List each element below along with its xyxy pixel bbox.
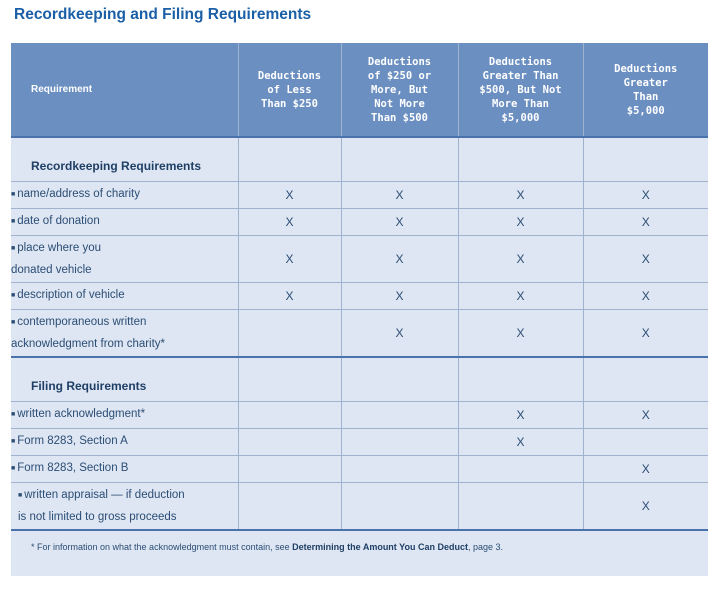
section-divider (11, 137, 708, 151)
empty-cell (458, 151, 583, 182)
table-row (11, 483, 708, 530)
divider-cell (583, 357, 708, 371)
requirement-item (11, 483, 238, 530)
table-row (11, 209, 708, 236)
table-row (11, 456, 708, 483)
empty-cell (238, 151, 341, 182)
requirement-text: name/address of charity (17, 188, 140, 200)
check-mark-cell: X (583, 182, 708, 209)
bullet-icon: ■ (11, 319, 16, 326)
check-mark-cell (583, 429, 708, 456)
header-line: Greater (623, 76, 668, 89)
check-mark-cell: X (238, 182, 341, 209)
check-mark-cell: X (458, 209, 583, 236)
check-mark-cell: X (458, 429, 583, 456)
header-line: More, But (371, 83, 428, 96)
header-row (11, 43, 708, 137)
table-row (11, 283, 708, 310)
table-row (11, 182, 708, 209)
check-mark-cell: X (341, 236, 458, 283)
requirement-text: description of vehicle (17, 289, 125, 301)
check-mark-cell: X (583, 483, 708, 530)
empty-cell (238, 371, 341, 402)
requirement-text: written appraisal — if deduction (24, 489, 185, 501)
table-row (11, 236, 708, 283)
column-header-1 (238, 43, 341, 137)
bullet-icon: ■ (11, 438, 16, 445)
requirement-text: Form 8283, Section B (17, 462, 129, 474)
header-line: Not More (374, 97, 425, 110)
section-divider (11, 357, 708, 371)
check-mark-cell: X (238, 283, 341, 310)
divider-cell (458, 137, 583, 151)
footnote-link-text: Determining the Amount You Can Deduct (292, 542, 468, 552)
requirement-text: is not limited to gross proceeds (18, 511, 177, 523)
footnote-suffix: , page 3. (467, 542, 504, 552)
requirement-item (11, 182, 238, 209)
requirement-item (11, 209, 238, 236)
header-line: of Less (267, 83, 312, 96)
check-mark-cell: X (583, 402, 708, 429)
requirement-item (11, 429, 238, 456)
bullet-icon: ■ (11, 465, 16, 472)
bullet-icon: ■ (11, 292, 16, 299)
section-title: Filing Requirements (31, 379, 147, 393)
requirement-item (11, 283, 238, 310)
requirement-text: donated vehicle (11, 264, 92, 276)
header-line: Greater Than (482, 69, 559, 82)
requirements-table (11, 43, 708, 529)
footnote (11, 529, 708, 576)
check-mark-cell (238, 429, 341, 456)
empty-cell (583, 151, 708, 182)
column-header-requirement (11, 43, 238, 137)
check-mark-cell (458, 456, 583, 483)
header-line: $5,000 (626, 104, 665, 117)
divider-cell (583, 137, 708, 151)
header-line: More Than (492, 97, 549, 110)
check-mark-cell (341, 456, 458, 483)
header-line: Than $250 (261, 97, 318, 110)
requirement-text: written acknowledgment* (17, 408, 146, 420)
header-line: Deductions (614, 62, 678, 75)
footnote-prefix: * For information on what the acknowledgment must contain, see (31, 542, 293, 552)
bullet-icon: ■ (11, 245, 16, 252)
empty-cell (583, 371, 708, 402)
header-line: Than $500 (371, 111, 428, 124)
requirement-text: date of donation (17, 215, 100, 227)
bullet-icon: ■ (11, 191, 16, 198)
requirement-text: Form 8283, Section A (17, 435, 128, 447)
requirement-text: acknowledgment from charity* (11, 338, 166, 350)
check-mark-cell: X (458, 402, 583, 429)
bullet-icon: ■ (11, 218, 16, 225)
divider-cell (11, 137, 238, 151)
header-line: Deductions (367, 55, 432, 68)
check-mark-cell: X (583, 236, 708, 283)
empty-cell (458, 371, 583, 402)
check-mark-cell: X (238, 236, 341, 283)
requirement-text: contemporaneous written (17, 316, 147, 328)
check-mark-cell: X (341, 182, 458, 209)
divider-cell (11, 357, 238, 371)
empty-cell (341, 151, 458, 182)
divider-cell (238, 357, 341, 371)
check-mark-cell (341, 429, 458, 456)
requirements-panel (11, 43, 708, 576)
check-mark-cell: X (583, 456, 708, 483)
table-row (11, 310, 708, 358)
divider-cell (238, 137, 341, 151)
check-mark-cell: X (341, 310, 458, 358)
header-line: $5,000 (501, 111, 540, 124)
bullet-icon: ■ (11, 411, 16, 418)
check-mark-cell: X (341, 283, 458, 310)
check-mark-cell: X (583, 209, 708, 236)
check-mark-cell (238, 402, 341, 429)
check-mark-cell: X (583, 310, 708, 358)
header-line: Deductions (257, 69, 322, 82)
section-header-row (11, 371, 708, 402)
check-mark-cell: X (458, 310, 583, 358)
check-mark-cell (238, 456, 341, 483)
page-title: Recordkeeping and Filing Requirements (14, 6, 312, 23)
column-header-2 (341, 43, 458, 137)
divider-cell (341, 137, 458, 151)
header-line: of $250 or (367, 69, 432, 82)
empty-cell (341, 371, 458, 402)
divider-cell (458, 357, 583, 371)
check-mark-cell: X (583, 283, 708, 310)
requirement-item (11, 456, 238, 483)
check-mark-cell: X (458, 236, 583, 283)
requirement-text: place where you (17, 242, 101, 254)
check-mark-cell (341, 402, 458, 429)
header-line: $500, But Not (479, 83, 562, 96)
requirement-item (11, 236, 238, 283)
column-header-4 (583, 43, 708, 137)
header-line: Than (633, 90, 659, 103)
check-mark-cell (238, 310, 341, 358)
column-header-3 (458, 43, 583, 137)
header-line: Requirement (31, 83, 93, 95)
table-row (11, 402, 708, 429)
check-mark-cell (238, 483, 341, 530)
section-title: Recordkeeping Requirements (31, 159, 202, 173)
check-mark-cell: X (458, 283, 583, 310)
bullet-icon: ■ (18, 492, 23, 499)
requirement-item (11, 402, 238, 429)
check-mark-cell (341, 483, 458, 530)
table-row (11, 429, 708, 456)
check-mark-cell (458, 483, 583, 530)
section-header-row (11, 151, 708, 182)
check-mark-cell: X (341, 209, 458, 236)
check-mark-cell: X (458, 182, 583, 209)
check-mark-cell: X (238, 209, 341, 236)
header-line: Deductions (488, 55, 553, 68)
divider-cell (341, 357, 458, 371)
requirement-item (11, 310, 238, 358)
